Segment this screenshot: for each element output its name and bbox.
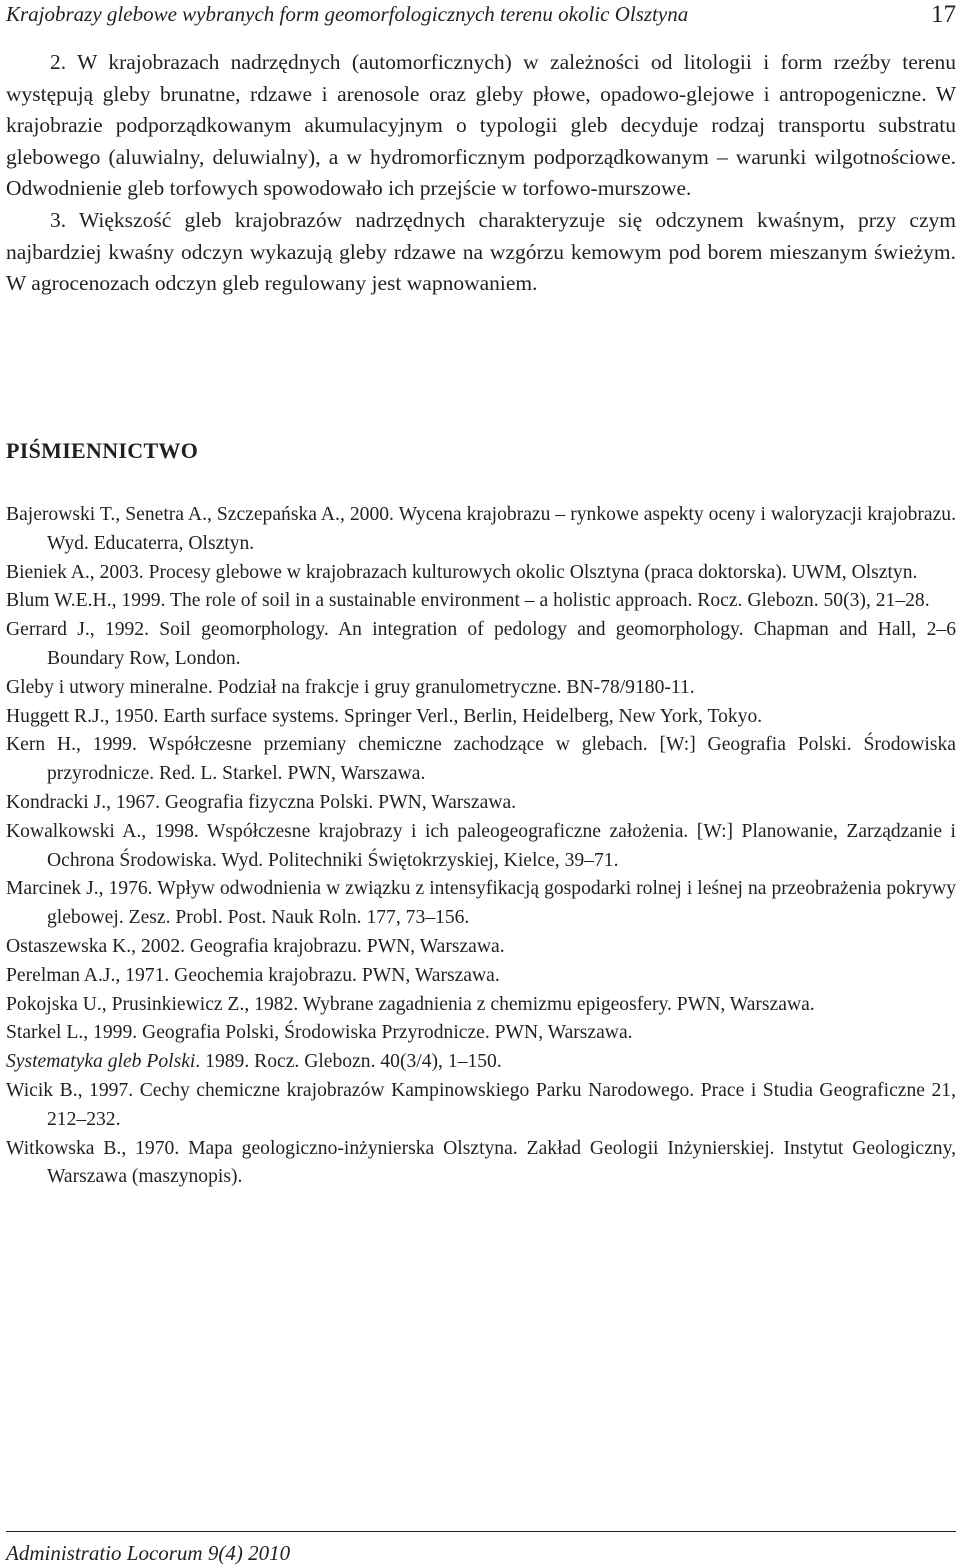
reference-list [6, 501, 956, 1192]
reference-item: Marcinek J., 1976. Wpływ odwodnienia w związku z intensyfikacją gospodarki rolnej i leśnej na przeobrażenia pokrywy glebowej. Zesz. Probl. Post. Nauk Roln. 177, 73–156. [6, 878, 956, 929]
conclusion-paragraph-3: 3. Większość gleb krajobrazów nadrzędnych charakteryzuje się odczynem kwaśnym, przy czym najbardziej kwaśny odczyn wykazują gleby rdzawe na wzgórzu kemowym pod borem mieszanym świeżym. W agrocenozach odczyn gleb regulowany jest wapnowaniem. [6, 207, 956, 296]
reference-item: Kondracki J., 1967. Geografia fizyczna Polski. PWN, Warszawa. [6, 791, 517, 813]
reference-item: Witkowska B., 1970. Mapa geologiczno-inżynierska Olsztyna. Zakład Geologii Inżynierskiej. Instytut Geologiczny, Warszawa (maszynopis). [6, 1137, 956, 1188]
conclusions-text [6, 47, 956, 300]
reference-item: Kern H., 1999. Współczesne przemiany chemiczne zachodzące w glebach. [W:] Geografia Polski. Środowiska przyrodnicze. Red. L. Starkel. PWN, Warszawa. [6, 734, 956, 785]
page-number: 17 [931, 1, 956, 28]
reference-item: Ostaszewska K., 2002. Geografia krajobrazu. PWN, Warszawa. [6, 935, 505, 957]
running-title: Krajobrazy glebowe wybranych form geomorfologicznych terenu okolic Olsztyna [6, 2, 689, 26]
reference-item: Huggett R.J., 1950. Earth surface systems. Springer Verl., Berlin, Heidelberg, New York, Tokyo. [6, 705, 763, 727]
reference-item: Gerrard J., 1992. Soil geomorphology. An integration of pedology and geomorphology. Chapman and Hall, 2–6 Boundary Row, London. [6, 619, 956, 669]
footer-rule [6, 1531, 956, 1532]
reference-item: Starkel L., 1999. Geografia Polski, Środowiska Przyrodnicze. PWN, Warszawa. [6, 1022, 633, 1044]
reference-item: Kowalkowski A., 1998. Współczesne krajobrazy i ich paleogeograficzne założenia. [W:] Planowanie, Zarządzanie i Ochrona Środowiska. Wyd. Politechniki Świętokrzyskiej, Kielce, 39–71. [6, 820, 956, 871]
references-heading: PIŚMIENNICTWO [6, 438, 199, 463]
journal-footer: Administratio Locorum 9(4) 2010 [6, 1541, 291, 1565]
reference-item: Blum W.E.H., 1999. The role of soil in a sustainable environment – a holistic approach. Rocz. Glebozn. 50(3), 21–28. [6, 590, 930, 612]
reference-item: Bieniek A., 2003. Procesy glebowe w krajobrazach kulturowych okolic Olsztyna (praca doktorska). UWM, Olsztyn. [6, 561, 918, 583]
reference-item: Wicik B., 1997. Cechy chemiczne krajobrazów Kampinowskiego Parku Narodowego. Prace i Studia Geograficzne 21, 212–232. [6, 1079, 956, 1130]
reference-item: Perelman A.J., 1971. Geochemia krajobrazu. PWN, Warszawa. [6, 964, 500, 986]
reference-item: Bajerowski T., Senetra A., Szczepańska A., 2000. Wycena krajobrazu – rynkowe aspekty oceny i waloryzacji krajobrazu. Wyd. Educaterra, Olsztyn. [6, 504, 956, 554]
journal-page [6, 0, 956, 1568]
conclusion-paragraph-2: 2. W krajobrazach nadrzędnych (automorficznych) w zależności od litologii i form rzeźby terenu występują gleby brunatne, rdzawe i arenosole oraz gleby płowe, opadowo-glejowe i antropogeniczne. W krajobrazie podporządkowanym akumulacyjnym o typologii gleb decyduje rodzaj transportu substratu glebowego (aluwialny, deluwialny), a w hydromorficznym podporządkowanym – warunki wilgotnościowe. Odwodnienie gleb torfowych spowodowało ich przejście w torfowo-murszowe. [6, 50, 956, 201]
reference-item: Gleby i utwory mineralne. Podział na frakcje i gruy granulometryczne. BN-78/9180-11. [6, 676, 695, 698]
running-header [6, 0, 956, 30]
reference-item: Systematyka gleb Polski. 1989. Rocz. Glebozn. 40(3/4), 1–150. [6, 1051, 502, 1073]
reference-item: Pokojska U., Prusinkiewicz Z., 1982. Wybrane zagadnienia z chemizmu epigeosfery. PWN, Warszawa. [6, 993, 815, 1015]
